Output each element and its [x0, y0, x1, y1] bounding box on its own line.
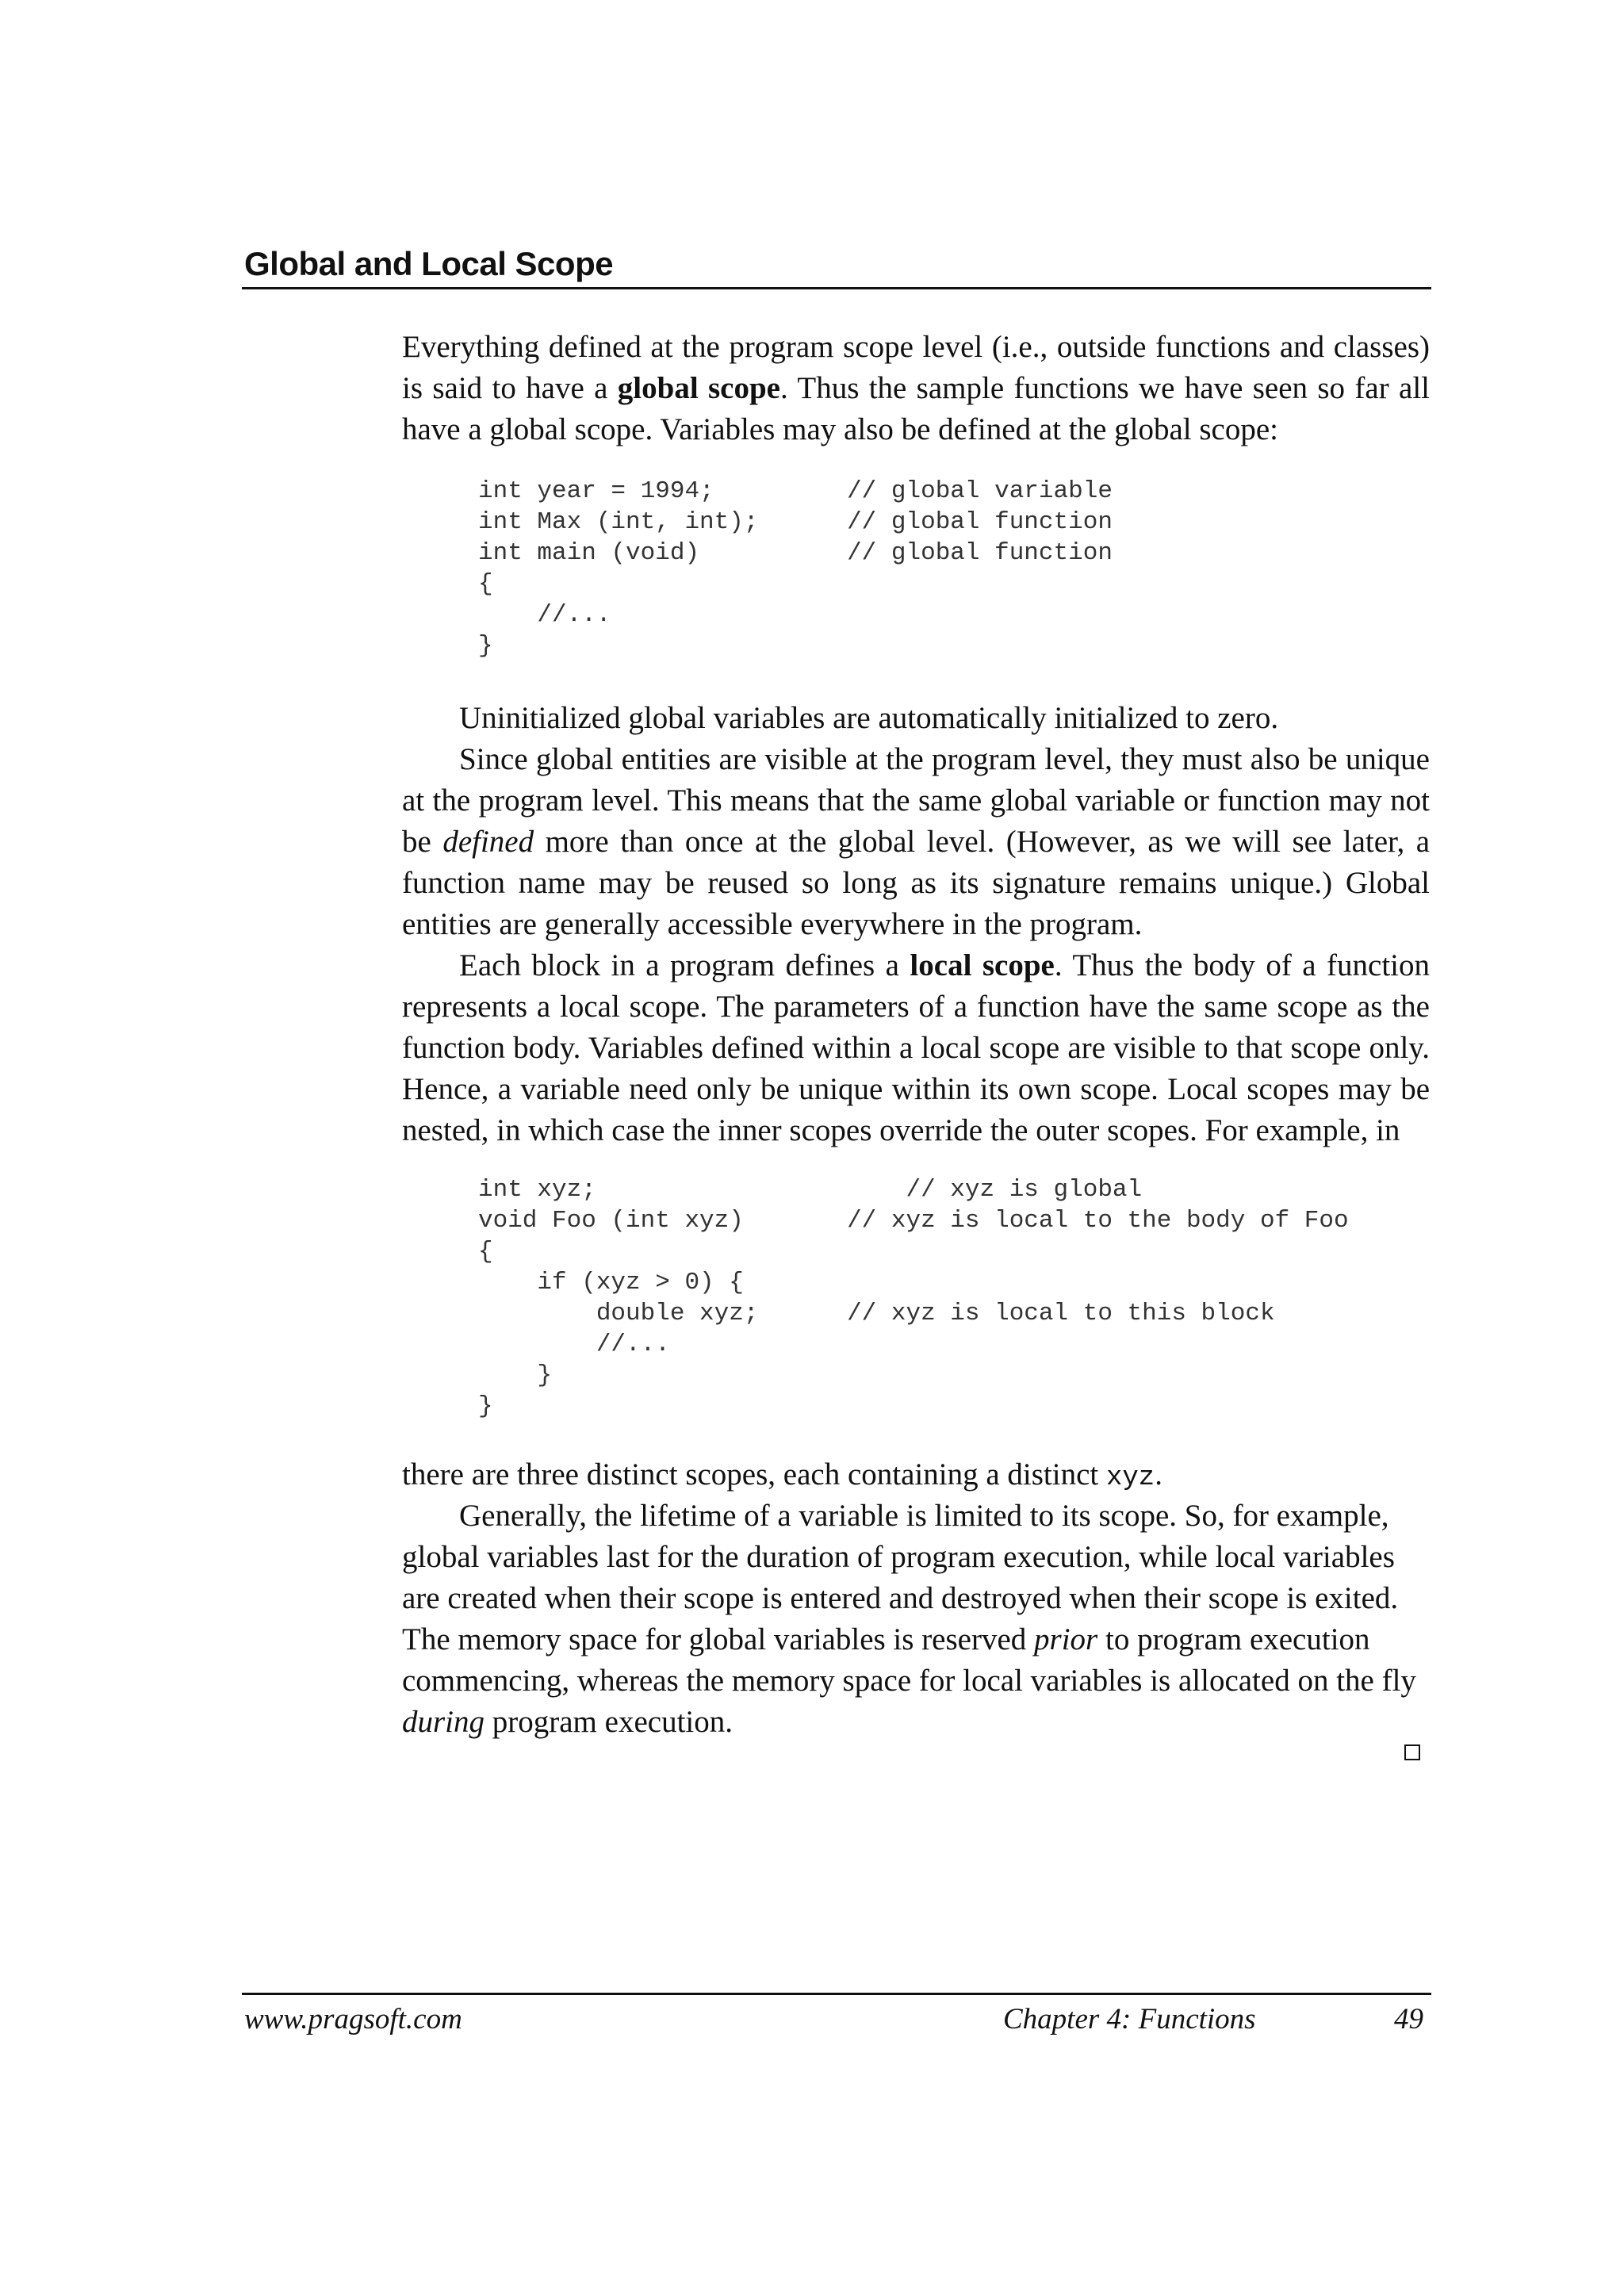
p3-text-before: Since global entities are visible at the program level, they must also be unique at the program level. This means that the same global variable or function may not be [402, 742, 1430, 859]
p1-text-after: . Thus the sample functions we have seen so far all have a global scope. Variables may also be defined at the global scope: [402, 371, 1430, 446]
footer-page-number: 49 [1394, 2003, 1423, 2035]
term-local-scope: local scope [910, 948, 1055, 982]
term-during: during [402, 1705, 485, 1739]
paragraph-lifetime [402, 1496, 1430, 1743]
paragraph-global-entities [402, 739, 1430, 945]
paragraph-global-scope [402, 327, 1430, 450]
paragraph-uninitialized: Uninitialized global variables are automatically initialized to zero. [459, 701, 1279, 735]
code-block-local-example [478, 1174, 1349, 1422]
p1-text-before: Everything defined at the program scope level (i.e., outside functions and classes) is said to have a [402, 330, 1430, 405]
paragraph-local-scope [402, 945, 1430, 1151]
p6-text-part2: to program execution commencing, whereas the memory space for local variables is allocated on the fly [402, 1622, 1416, 1698]
code-line: int year = 1994; // global variable [478, 477, 1113, 505]
code-line: } [478, 1392, 493, 1420]
section-heading: Global and Local Scope [244, 245, 614, 282]
heading-rule [242, 287, 1431, 289]
p4-text-after: . Thus the body of a function represents a local scope. The parameters of a function have the same scope as the function body. Variables defined within a local scope are visible to that scope only. Hence, a variable need only be unique within its own scope. Local scopes may be nested, in which case the inner scopes override the outer scopes. For example, in [402, 948, 1430, 1147]
footer-rule [242, 1993, 1431, 1995]
footer-chapter: Chapter 4: Functions [1003, 2003, 1256, 2035]
term-prior: prior [1034, 1622, 1098, 1656]
code-line: void Foo (int xyz) // xyz is local to the body of Foo [478, 1207, 1349, 1235]
code-line: { [478, 1238, 493, 1266]
code-line: { [478, 570, 493, 598]
code-block-global-example [478, 476, 1113, 661]
p5-text-before: there are three distinct scopes, each containing a distinct [402, 1457, 1106, 1492]
code-line: int xyz; // xyz is global [478, 1176, 1143, 1204]
code-line: //... [478, 1331, 670, 1358]
inline-code-xyz: xyz [1106, 1463, 1155, 1493]
code-line: if (xyz > 0) { [478, 1269, 744, 1296]
paragraph-three-scopes [402, 1454, 1430, 1499]
p6-text-part1: Generally, the lifetime of a variable is limited to its scope. So, for example, global variables last for the duration of program execution, while local variables are created when their scope is entered and destroyed when their scope is exited. The memory space for global variables is reserved [402, 1499, 1399, 1656]
end-of-section-icon [1404, 1744, 1420, 1760]
code-line: } [478, 632, 493, 660]
term-global-scope: global scope [617, 371, 780, 405]
term-defined: defined [442, 825, 534, 859]
code-line: double xyz; // xyz is local to this block [478, 1300, 1275, 1327]
footer-website: www.pragsoft.com [244, 2003, 462, 2035]
code-line: int Max (int, int); // global function [478, 508, 1113, 536]
code-line: //... [478, 601, 611, 629]
p5-text-after: . [1155, 1457, 1162, 1492]
p3-text-after: more than once at the global level. (However, as we will see later, a function name may be reused so long as its signature remains unique.) Global entities are generally accessible everywhere in the program. [402, 825, 1431, 941]
code-line: } [478, 1361, 553, 1389]
p6-text-part3: program execution. [485, 1705, 733, 1739]
p4-text-before: Each block in a program defines a [459, 948, 910, 982]
code-line: int main (void) // global function [478, 539, 1113, 567]
